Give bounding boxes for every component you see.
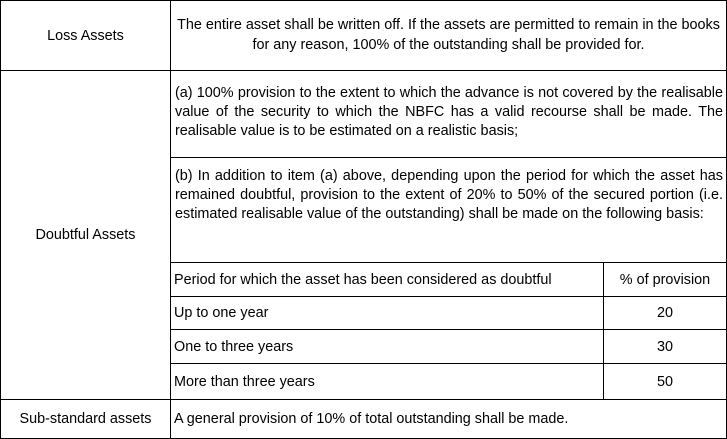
subtable-header-period-cell	[170, 262, 604, 297]
provision-one-to-three-years: 30	[656, 338, 673, 355]
substandard-assets-label: Sub-standard assets	[19, 411, 152, 427]
substandard-assets-label-cell	[0, 399, 171, 439]
period-up-to-one-year: Up to one year	[174, 305, 269, 321]
table-row-period	[170, 363, 604, 400]
doubtful-para-a: (a) 100% provision to the extent to which the advance is not covered by the realisable value of the security to which the NBFC has a valid recourse shall be made. The realisable value is to be estimated on a realistic basis;	[175, 85, 723, 139]
provision-up-to-one-year: 20	[656, 305, 673, 321]
table-row-period	[170, 329, 604, 364]
doubtful-assets-label: Doubtful Assets	[35, 227, 136, 243]
provision-more-than-three-years: 50	[656, 373, 673, 390]
table-row-provision	[603, 363, 727, 400]
period-more-than-three-years: More than three years	[174, 373, 315, 390]
doubtful-para-b-cell	[170, 157, 727, 263]
subtable-header-provision: % of provision	[619, 271, 711, 288]
substandard-assets-text: A general provision of 10% of total outstanding shall be made.	[174, 411, 569, 427]
subtable-header-provision-cell	[603, 262, 727, 297]
subtable-header-period: Period for which the asset has been considered as doubtful	[174, 271, 552, 288]
period-one-to-three-years: One to three years	[174, 338, 294, 355]
table-row-provision	[603, 329, 727, 364]
substandard-assets-text-cell	[170, 399, 727, 439]
table-row-provision	[603, 296, 727, 330]
loss-assets-label-cell	[0, 0, 171, 71]
loss-assets-text-cell	[170, 0, 727, 71]
doubtful-para-b: (b) In addition to item (a) above, depending upon the period for which the asset has remained doubtful, provision to the extent of 20% to 50% of the secured portion (i.e. estimated realisable value of the outstanding) shall be made on the following basis:	[175, 168, 723, 222]
loss-assets-text: The entire asset shall be written off. If the assets are permitted to remain in the books for any reason, 100% of the outstanding shall be provided for.	[177, 17, 720, 53]
table-row-period	[170, 296, 604, 330]
doubtful-assets-label-cell	[0, 70, 171, 400]
loss-assets-label: Loss Assets	[47, 27, 124, 44]
doubtful-para-a-cell	[170, 70, 727, 158]
